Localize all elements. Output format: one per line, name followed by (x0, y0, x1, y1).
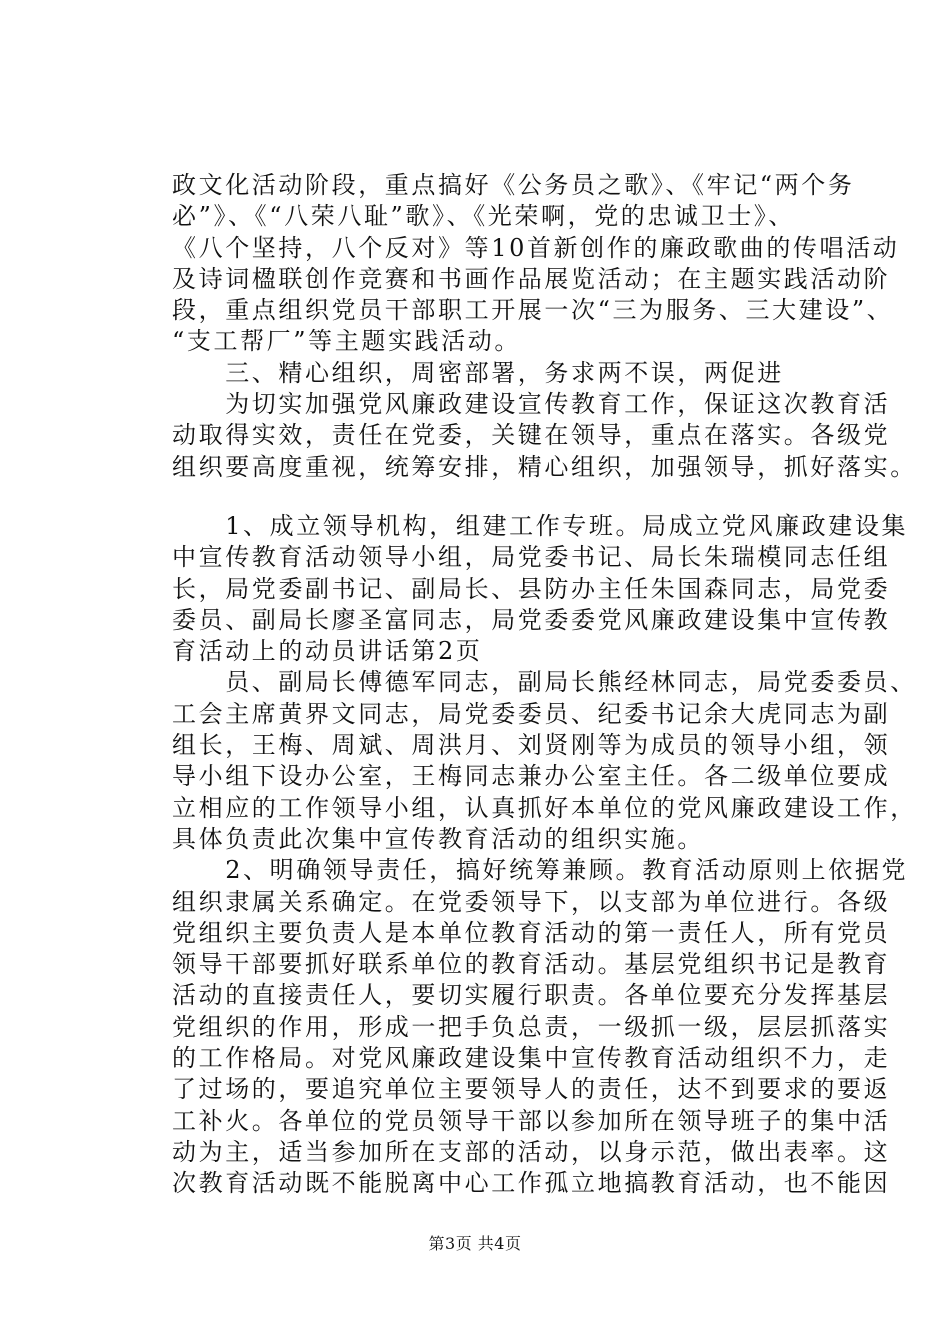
text-line: 了过场的，要追究单位主要领导人的责任，达不到要求的要返 (172, 1075, 891, 1104)
text-line: 领导干部要抓好联系单位的教育活动。基层党组织书记是教育 (172, 950, 891, 979)
text-line: 党组织主要负责人是本单位教育活动的第一责任人，所有党员 (172, 918, 891, 947)
paragraph-gap (172, 483, 852, 511)
page-number-label: 第3页 共4页 (428, 1234, 522, 1253)
text-line: 组长，王梅、周斌、周洪月、刘贤刚等为成员的领导小组，领 (172, 731, 891, 760)
text-line: 党组织的作用，形成一把手负总责，一级抓一级，层层抓落实 (172, 1012, 891, 1041)
text-line: 段，重点组织党员干部职工开展一次“三为服务、三大建设”、 (172, 296, 894, 325)
text-line: 及诗词楹联创作竞赛和书画作品展览活动；在主题实践活动阶 (172, 264, 891, 293)
text-line: 育活动上的动员讲话第2页 (172, 637, 483, 666)
text-line: 组织要高度重视，统筹安排，精心组织，加强领导，抓好落实。 (172, 452, 917, 481)
text-line: 具体负责此次集中宣传教育活动的组织实施。 (172, 824, 704, 853)
text-line: 工补火。各单位的党员领导干部以参加所在领导班子的集中活 (172, 1106, 891, 1135)
page-footer (0, 1234, 950, 1254)
text-line: 动为主，适当参加所在支部的活动，以身示范，做出表率。这 (172, 1137, 891, 1166)
text-line: 动取得实效，责任在党委，关键在领导，重点在落实。各级党 (172, 421, 891, 450)
text-line: 1、成立领导机构，组建工作专班。局成立党风廉政建设集 (172, 511, 909, 540)
text-line: 立相应的工作领导小组，认真抓好本单位的党风廉政建设工作， (172, 793, 917, 822)
text-line: 的工作格局。对党风廉政建设集中宣传教育活动组织不力，走 (172, 1044, 891, 1073)
text-line: 导小组下设办公室，王梅同志兼办公室主任。各二级单位要成 (172, 762, 891, 791)
text-line: 中宣传教育活动领导小组，局党委书记、局长朱瑞模同志任组 (172, 543, 891, 572)
text-line: “支工帮厂”等主题实践活动。 (172, 327, 521, 356)
text-line: 活动的直接责任人，要切实履行职责。各单位要充分发挥基层 (172, 981, 891, 1010)
text-line: 为切实加强党风廉政建设宣传教育工作，保证这次教育活 (172, 390, 891, 419)
text-line: 组织隶属关系确定。在党委领导下，以支部为单位进行。各级 (172, 887, 891, 916)
text-line: 长，局党委副书记、副局长、县防办主任朱国森同志，局党委 (172, 574, 891, 603)
text-line: 政文化活动阶段，重点搞好《公务员之歌》、《牢记“两个务 (172, 171, 855, 199)
text-line: 2、明确领导责任，搞好统筹兼顾。教育活动原则上依据党 (172, 856, 909, 885)
document-body (172, 170, 917, 1200)
text-line: 次教育活动既不能脱离中心工作孤立地搞教育活动，也不能因 (172, 1169, 891, 1198)
section-heading: 三、精心组织，周密部署，务求两不误，两促进 (172, 358, 784, 387)
text-line: 委员、副局长廖圣富同志，局党委委党风廉政建设集中宣传教 (172, 605, 891, 634)
text-line: 工会主席黄界文同志，局党委委员、纪委书记余大虎同志为副 (172, 699, 891, 728)
text-line: 《八个坚持，八个反对》等10首新创作的廉政歌曲的传唱活动 (172, 233, 900, 262)
text-line: 必”》、《“八荣八耻”歌》、《光荣啊，党的忠诚卫士》、 (172, 202, 796, 231)
text-line: 员、副局长傅德军同志，副局长熊经林同志，局党委委员、 (172, 668, 917, 697)
